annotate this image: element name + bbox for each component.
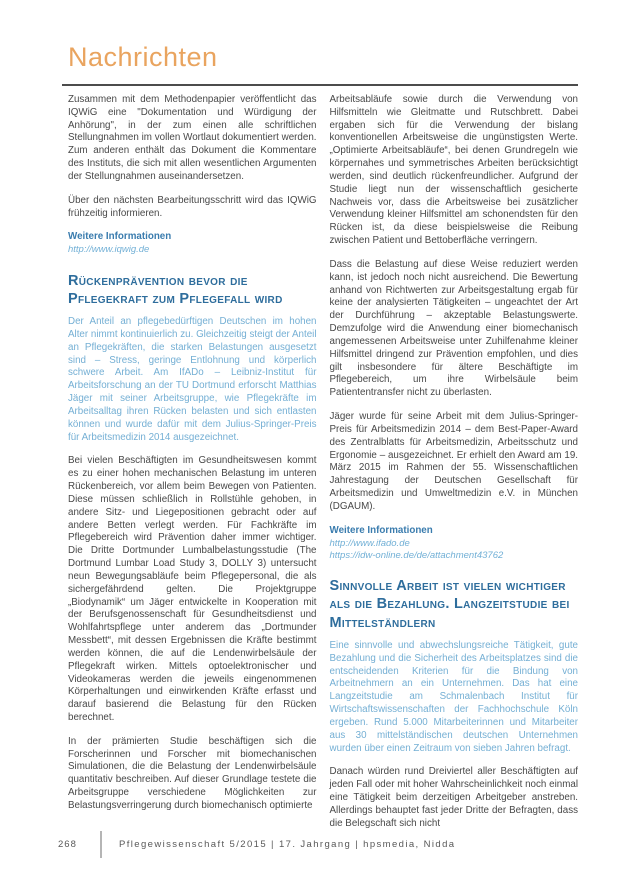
page-title: Nachrichten bbox=[68, 42, 218, 72]
section-heading-rueckenpraevention: Rückenprävention bevor die Pflegekraft zum Pflegefall wird bbox=[68, 272, 283, 307]
link-iqwig[interactable]: http://www.iqwig.de bbox=[68, 244, 150, 256]
left-column bbox=[68, 94, 317, 842]
right-column bbox=[330, 94, 579, 842]
links-group bbox=[330, 538, 579, 563]
paragraph-award: Jäger wurde für seine Arbeit mit dem Julius-Springer-Preis für Arbeitsmedizin 2014 – dem Best-Paper-Award des Zentralblatts für Arbeitsmedizin, Arbeitsschutz und Ergonomie – ausgezeichnet. Er erhielt den Award am 19. März 2015 im Rahmen der 55. Wissenschaftlichen Jahrestagung der Deutschen Gesellschaft für Arbeitsmedizin und Umweltmedizin e.V. in München (DGAUM). bbox=[329, 411, 578, 512]
teaser-langzeitstudie: Eine sinnvolle und abwechslungsreiche Tätigkeit, gute Bezahlung und die Sicherheit des Arbeitsplatzes sind die entscheidenden Kriterien für die Bindung von Arbeitnehmern an ein Unternehmen. Das hat eine Langzeitstudie am Schmalenbach Institut für Wirtschaftswissenschaften der Fachhochschule Köln ergeben. Rund 5.000 Mitarbeiterinnen und Mitarbeiter aus 30 mittelständischen deutschen Unternehmen wurden über einen Zeitraum von sieben Jahren befragt. bbox=[329, 639, 578, 754]
paragraph-workflows: Arbeitsabläufe sowie durch die Verwendung von Hilfsmitteln wie Gleitmatte und Rutschbrett. Dabei ergaben sich für die Verwendung der bislang konventionellen Arbeitsweise die ungünstigsten Werte. „Optimierte Arbeitsabläufe“, bei denen Grundregeln wie körpernahes und symmetrisches Arbeiten berücksichtigt werden, sind deutlich rückenfreundlicher. Aufgrund der Studie liegt nun der wissenschaftlich gesicherte Nachweis vor, dass die Arbeitsweise bei zusätzlicher Verwendung kleiner Hilfsmittel am schonendsten für den Rücken ist, da diese beispielsweise die Reibung zwischen Patient und Bettoberfläche verringern. bbox=[329, 94, 578, 247]
footer-divider bbox=[100, 831, 102, 858]
more-information-label: Weitere Informationen bbox=[68, 231, 172, 243]
link-ifado[interactable]: http://www.ifado.de bbox=[329, 537, 410, 549]
paragraph-iqwig-next-step: Über den nächsten Bearbeitungsschritt wird das IQWiG frühzeitig informieren. bbox=[68, 194, 317, 219]
page-number: 268 bbox=[58, 839, 77, 850]
paragraph-simulation: In der prämierten Studie beschäftigen sich die Forscherinnen und Forscher mit biomechanischen Simulationen, die die Belastung der Lendenwirbelsäule quantitativ beschreiben. Auf dieser Grundlage testete die Arbeitsgruppe verschiedene Möglichkeiten zur Belastungsverringerung durch biomechanisch optimierte bbox=[68, 735, 317, 811]
links-group bbox=[68, 244, 317, 256]
paragraph-dolly-study: Bei vielen Beschäftigten im Gesundheitswesen kommt es zu einer hohen mechanischen Belastung im unteren Rückenbereich, vor allem beim Bewegen von Patienten. Diese müssen schließlich in Rollstühle gehoben, in andere Sitz- und Liegepositionen gebracht oder auf andere Betten verlegt werden. Für Fachkräfte im Pflegebereich wird Prävention daher immer wichtiger. Die Dritte Dortmunder Lumbalbelastungsstudie (The Dortmund Lumbar Load Study 3, DOLLY 3) untersucht neun Bewegungsabläufe beim Pflegepersonal, die als sichergefährdend gelten. Die Projektgruppe „Biodynamik“ um Jäger entwickelte in Kooperation mit der Berufsgenossenschaft für Gesundheitsdienst und Wohlfahrtspflege unter anderem das „Dortmunder Messbett“, mit dessen Ergebnissen die Kräfte bestimmt werden können, die auf die Lendenwirbelsäule der Pflegekraft wirken. Mittels optoelektronischer und Videokameras werden die jeweils eingenommenen Körperhaltungen und einwirkenden Kräfte erfasst und darauf basierend die Belastung für den Rücken berechnet. bbox=[68, 455, 317, 723]
page-footer bbox=[58, 831, 597, 858]
paragraph-iqwig-documentation: Zusammen mit dem Methodenpapier veröffentlicht das IQWiG eine "Dokumentation und Würdigung der Anhörung", in der zum einen alle schriftlichen Stellungnahmen im vollen Wortlaut dokumentiert werden. Zum anderen enthält das Dokument die Kommentare des Instituts, die sich mit allen wesentlichen Argumenten der Stellungnahmen auseinandersetzen. bbox=[68, 94, 317, 182]
page-content bbox=[68, 42, 578, 842]
paragraph-survey-results: Danach würden rund Dreiviertel aller Beschäftigten auf jeden Fall oder mit hoher Wahrscheinlichkeit noch einmal eine Tätigkeit beim derzeitigen Arbeitgeber anstreben. Allerdings behauptet fast jeder Dritte der Befragten, dass die Belegschaft sich nicht bbox=[329, 766, 578, 829]
paragraph-evaluation: Dass die Belastung auf diese Weise reduziert werden kann, ist jedoch noch nicht ausreichend. Die Bewertung anhand von Richtwerten zur Arbeitsgestaltung ergab für keine der analysierten Tätigkeiten – ungeachtet der Art der Durchführung – akzeptable Belastungswerte. Demzufolge wird die Anwendung einer biomechanisch angemessenen Arbeitsweise unter Zuhilfenahme kleiner Hilfsmittel dringend zur Prävention empfohlen, und dies gilt insbesondere für ältere Beschäftigte im Pflegebereich, um ihre Wirbelsäule beim Patiententransfer nicht zu überlasten. bbox=[329, 258, 578, 399]
teaser-rueckenpraevention: Der Anteil an pflegebedürftigen Deutschen im hohen Alter nimmt kontinuierlich zu. Gleichzeitig steigt der Anteil an Pflegekräften, die starken Belastungen ausgesetzt sind – Stress, geringe Entlohnung und körperlich schwere Arbeit. Am IfADo – Leibniz-Institut für Arbeitsforschung an der TU Dortmund erforscht Matthias Jäger mit seiner Arbeitsgruppe, wie Pflegekräfte im Arbeitsalltag ihren Rücken belasten und sich entlasten können und wurde dafür mit dem Julius-Springer-Preis für Arbeitsmedizin 2014 ausgezeichnet. bbox=[68, 316, 317, 443]
section-heading-sinnvolle-arbeit: Sinnvolle Arbeit ist vielen wichtiger als die Bezahlung. Langzeitstudie bei Mittelständlern bbox=[329, 578, 570, 631]
more-information-label: Weitere Informationen bbox=[329, 524, 433, 536]
link-idw-attachment[interactable]: https://idw-online.de/de/attachment43762 bbox=[329, 549, 504, 561]
title-rule-divider bbox=[62, 84, 578, 86]
journal-info-line: Pflegewissenschaft 5/2015 | 17. Jahrgang | hpsmedia, Nidda bbox=[119, 839, 456, 850]
two-column-layout bbox=[68, 94, 578, 842]
